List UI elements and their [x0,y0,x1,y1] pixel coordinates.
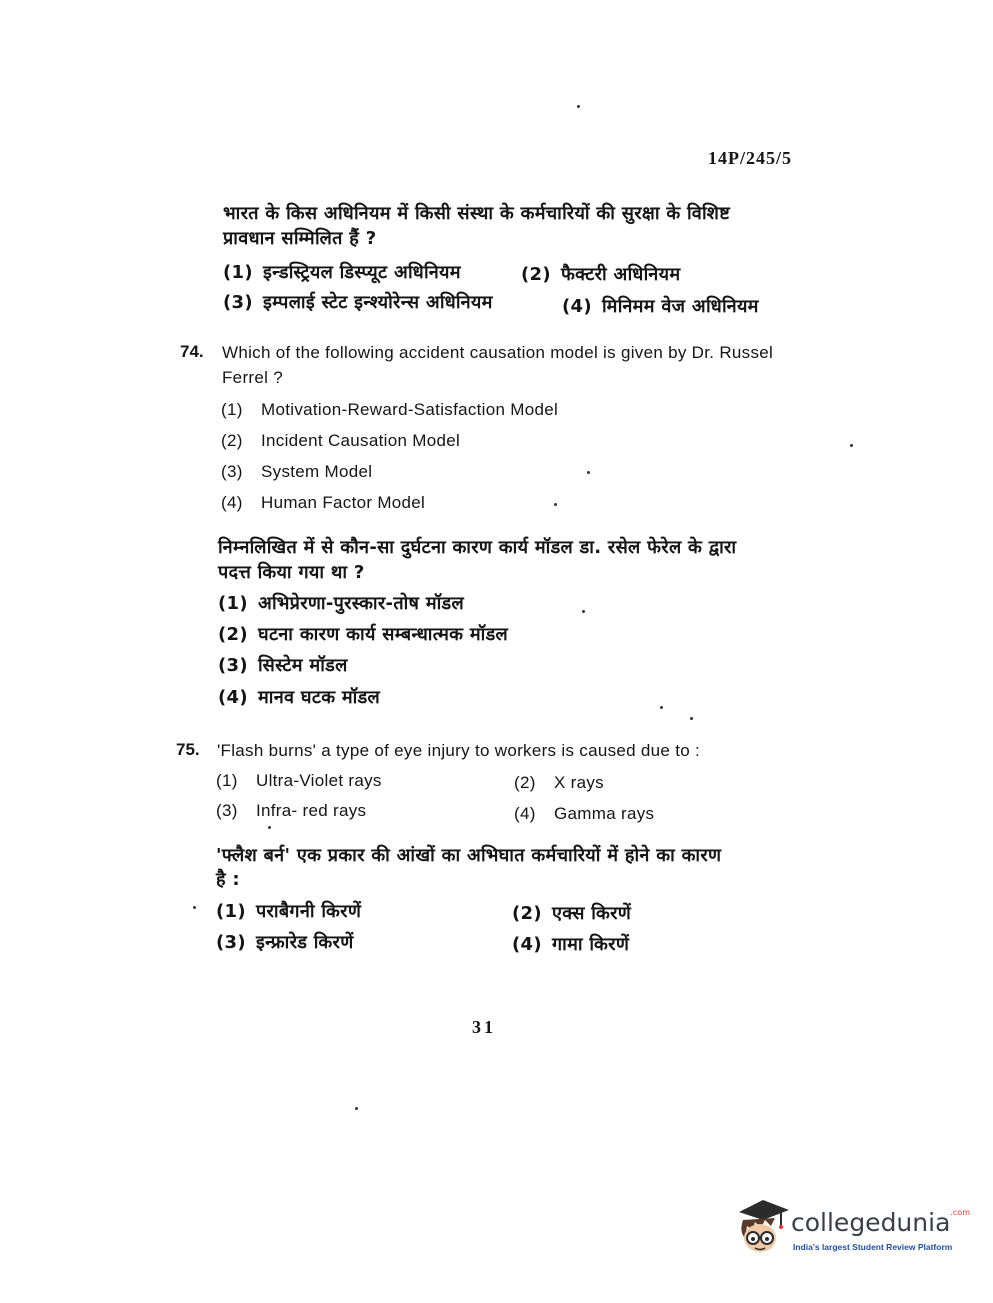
q75-english-question: 'Flash burns' a type of eye injury to workers is caused due to : [217,741,701,760]
option-number: (4) [221,493,243,512]
question-number-74: 74. [180,342,204,361]
option-text: एक्स किरणें [552,903,632,924]
option-number: (1) [216,901,246,922]
q74-english-option-4 [221,493,425,513]
option-number: (1) [223,262,253,283]
q73-hindi-option-2 [521,262,680,286]
q74-english-question-line1: Which of the following accident causation model is given by Dr. Russel [222,343,774,362]
q75-hindi-option-3 [216,930,354,954]
option-number: (2) [221,431,243,450]
option-number: (1) [218,593,248,614]
option-text: पराबैगनी किरणें [256,901,362,922]
option-text: सिस्टेम मॉडल [258,655,348,676]
scan-speck [850,444,853,447]
q75-hindi-option-2 [512,901,631,925]
q74-hindi-option-1 [218,591,464,615]
scan-speck [193,906,196,909]
option-number: (3) [216,801,238,820]
option-text: मानव घटक मॉडल [258,687,381,708]
logo-name: collegedunia [791,1208,951,1237]
q74-hindi-question-line2: पदत्त किया गया था ? [218,562,365,583]
option-number: (3) [218,655,248,676]
option-text: System Model [261,462,373,481]
scan-speck [554,503,557,506]
option-number: (4) [514,804,536,823]
option-text: Gamma rays [554,804,655,823]
option-text: Motivation-Reward-Satisfaction Model [261,400,559,419]
option-number: (2) [514,773,536,792]
option-number: (4) [562,296,592,317]
scan-speck [690,717,693,720]
q74-english-question-line2: Ferrel ? [222,368,283,387]
scan-speck [355,1107,358,1110]
scan-speck [587,471,590,474]
q73-hindi-option-4 [562,294,759,318]
option-text: गामा किरणें [552,934,630,955]
option-text: इन्डस्ट्रियल डिस्प्यूट अधिनियम [263,262,461,283]
q74-english-option-1 [221,400,558,420]
scan-speck [660,706,663,709]
q73-hindi-question-line2: प्रावधान सम्मिलित हैं ? [223,228,377,249]
paper-code: 14P/245/5 [708,148,792,168]
logo-tagline: India's largest Student Review Platform [793,1242,953,1252]
option-text: इन्फ्रारेड किरणें [256,932,354,953]
option-number: (4) [512,934,542,955]
q74-hindi-option-4 [218,685,380,709]
question-number-75: 75. [176,740,200,759]
option-number: (2) [512,903,542,924]
q74-hindi-option-2 [218,622,508,646]
option-text: Infra- red rays [256,801,367,820]
scan-speck [582,610,585,613]
q75-english-option-2 [514,773,604,793]
option-text: घटना कारण कार्य सम्बन्धात्मक मॉडल [258,624,509,645]
q75-hindi-question-line2: है : [216,869,240,890]
q73-hindi-question-line1: भारत के किस अधिनियम में किसी संस्था के कर्मचारियों की सुरक्षा के विशिष्ट [223,203,731,224]
option-text: Ultra-Violet rays [256,771,382,790]
collegedunia-logo [733,1196,971,1262]
scan-speck [577,105,580,108]
q74-hindi-option-3 [218,653,348,677]
q75-english-option-4 [514,804,654,824]
mascot-icon [733,1196,791,1258]
option-number: (4) [218,687,248,708]
q75-english-option-3 [216,801,366,821]
q73-hindi-option-3 [223,290,493,314]
option-number: (3) [223,292,253,313]
option-number: (2) [521,264,551,285]
q73-hindi-option-1 [223,260,461,284]
option-text: अभिप्रेरणा-पुरस्कार-तोष मॉडल [258,593,464,614]
logo-suffix: .com [950,1208,971,1217]
q74-english-option-2 [221,431,460,451]
option-number: (1) [221,400,243,419]
option-text: X rays [554,773,604,792]
option-text: फैक्टरी अधिनियम [561,264,681,285]
page-number: 31 [472,1017,496,1037]
option-text: इम्पलाई स्टेट इन्श्योरेन्स अधिनियम [263,292,493,313]
q75-hindi-option-4 [512,932,629,956]
option-number: (3) [221,462,243,481]
option-text: Human Factor Model [261,493,426,512]
option-text: Incident Causation Model [261,431,461,450]
logo-wordmark [791,1208,970,1237]
option-number: (3) [216,932,246,953]
option-number: (1) [216,771,238,790]
q74-hindi-question-line1: निम्नलिखित में से कौन-सा दुर्घटना कारण कार्य मॉडल डा. रसेल फेरेल के द्वारा [218,537,737,558]
q74-english-option-3 [221,462,372,482]
scan-speck [268,826,271,829]
option-number: (2) [218,624,248,645]
q75-hindi-question-line1: 'फ्लैश बर्न' एक प्रकार की आंखों का अभिघात कर्मचारियों में होने का कारण [216,845,722,866]
q75-english-option-1 [216,771,382,791]
q75-hindi-option-1 [216,899,361,923]
option-text: मिनिमम वेज अधिनियम [602,296,759,317]
